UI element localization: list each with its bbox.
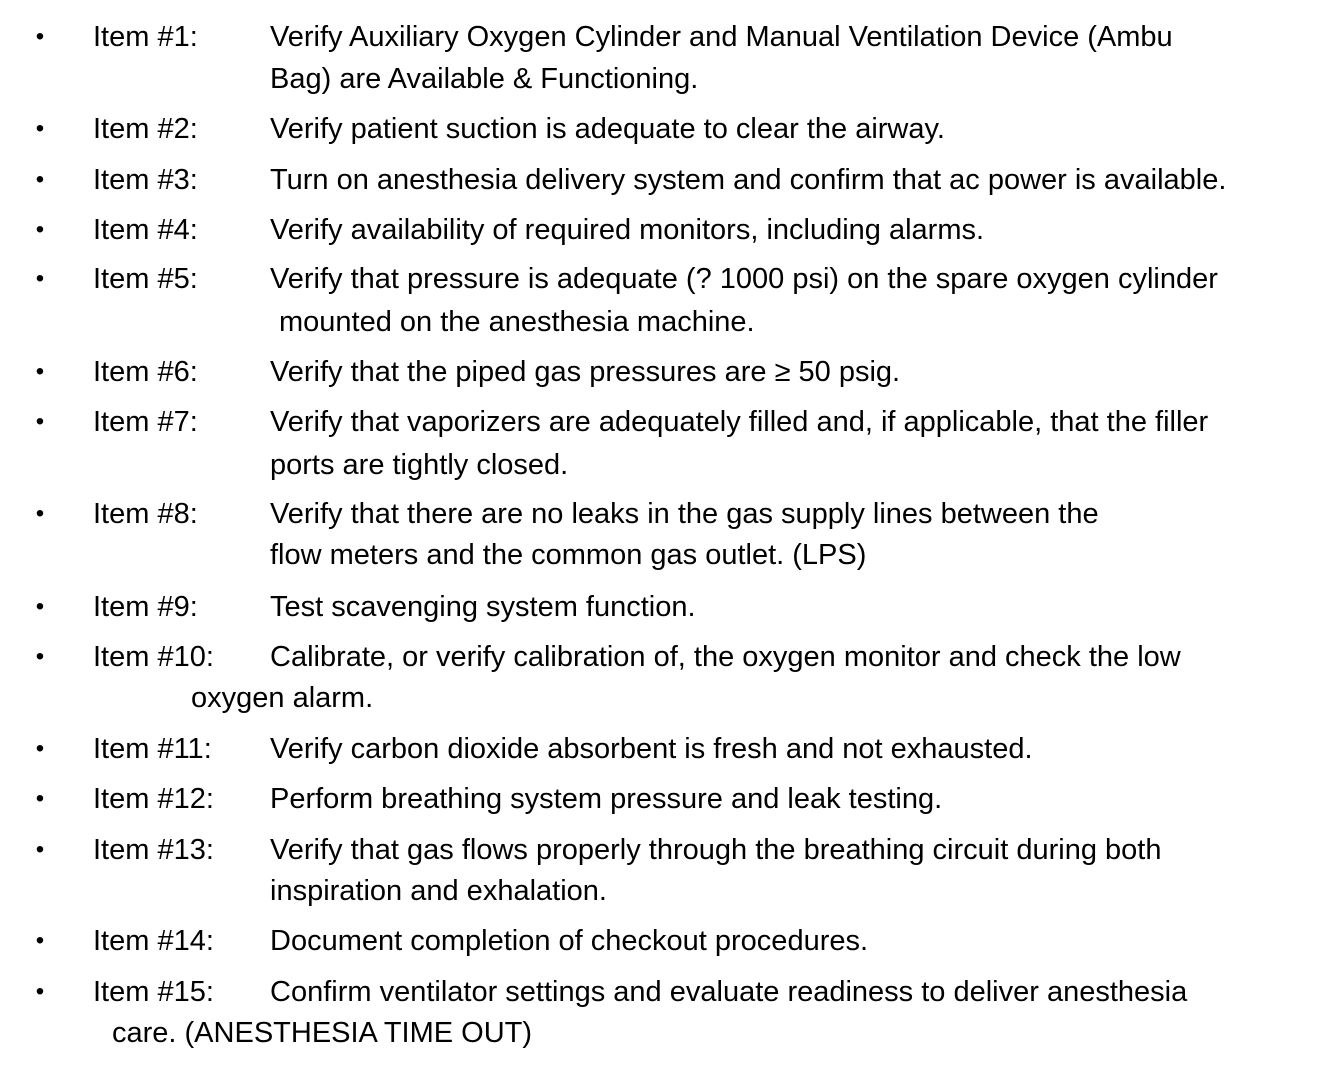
item-label: Item #6: [93,356,198,388]
bullet-icon: • [35,785,45,812]
bullet-icon: • [35,358,45,385]
item-text: Verify that there are no leaks in the gas supply lines between the [270,498,1099,530]
item-label: Item #2: [93,113,198,145]
item-label: Item #15: [93,976,214,1008]
item-label: Item #8: [93,498,198,530]
item-text: Verify availability of required monitors, including alarms. [270,214,985,246]
bullet-icon: • [35,216,45,243]
item-text: Turn on anesthesia delivery system and confirm that ac power is available. [270,164,1227,196]
item-label: Item #12: [93,783,214,815]
item-text: Verify Auxiliary Oxygen Cylinder and Manual Ventilation Device (Ambu [270,21,1173,53]
item-label: Item #1: [93,21,198,53]
item-text: Verify that vaporizers are adequately filled and, if applicable, that the filler [270,406,1209,438]
item-label: Item #13: [93,834,214,866]
item-text: Verify that the piped gas pressures are ≥ 50 psig. [270,356,901,388]
item-text-continued: Bag) are Available & Functioning. [270,63,699,95]
bullet-icon: • [35,166,45,193]
item-label: Item #4: [93,214,198,246]
bullet-icon: • [35,978,45,1005]
item-text-continued: oxygen alarm. [191,682,374,714]
item-label: Item #9: [93,591,198,623]
item-label: Item #5: [93,263,198,295]
bullet-icon: • [35,927,45,954]
item-text-continued: care. (ANESTHESIA TIME OUT) [112,1017,533,1049]
item-label: Item #11: [93,733,212,765]
bullet-icon: • [35,265,45,292]
item-text: Test scavenging system function. [270,591,696,623]
item-text: Calibrate, or verify calibration of, the oxygen monitor and check the low [270,641,1181,673]
item-label: Item #10: [93,641,214,673]
bullet-icon: • [35,23,45,50]
item-text: Verify patient suction is adequate to clear the airway. [270,113,945,145]
item-text-continued: mounted on the anesthesia machine. [279,306,755,338]
item-text-continued: ports are tightly closed. [270,449,569,481]
item-text: Confirm ventilator settings and evaluate readiness to deliver anesthesia [270,976,1188,1008]
bullet-icon: • [35,643,45,670]
item-text: Document completion of checkout procedures. [270,925,869,957]
item-label: Item #14: [93,925,214,957]
item-text-continued: inspiration and exhalation. [270,875,607,907]
item-label: Item #3: [93,164,198,196]
item-text-continued: flow meters and the common gas outlet. (LPS) [270,539,867,571]
bullet-icon: • [35,735,45,762]
item-text: Verify that gas flows properly through the breathing circuit during both [270,834,1162,866]
bullet-icon: • [35,593,45,620]
bullet-icon: • [35,115,45,142]
bullet-icon: • [35,836,45,863]
item-text: Perform breathing system pressure and leak testing. [270,783,943,815]
bullet-icon: • [35,408,45,435]
bullet-icon: • [35,500,45,527]
item-label: Item #7: [93,406,198,438]
item-text: Verify that pressure is adequate (? 1000 psi) on the spare oxygen cylinder [270,263,1218,295]
item-text: Verify carbon dioxide absorbent is fresh and not exhausted. [270,733,1033,765]
